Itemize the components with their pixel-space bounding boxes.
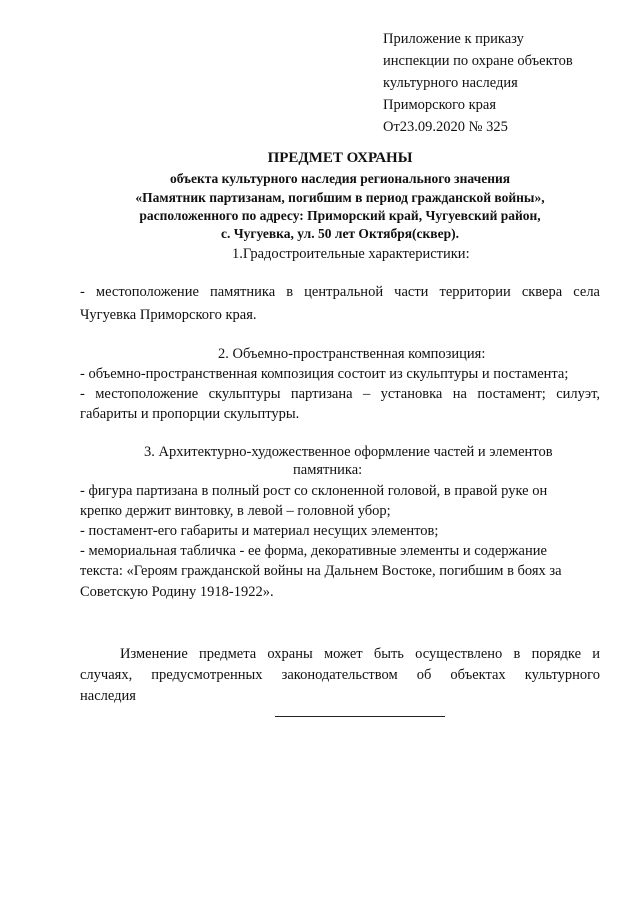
section3-line: текста: «Героям гражданской войны на Дальнем Востоке, погибшим в боях за — [80, 563, 562, 579]
appendix-line: Приложение к приказу — [383, 31, 524, 47]
section1-heading: 1.Градостроительные характеристики: — [232, 246, 470, 262]
section3-heading: 3. Архитектурно-художественное оформление частей и элементов — [144, 444, 553, 460]
section2-line: - объемно-пространственная композиция состоит из скульптуры и постамента; — [80, 366, 569, 382]
appendix-line: культурного наследия — [383, 75, 518, 91]
section1-line: - местоположение памятника в центральной части территории сквера села — [80, 284, 600, 300]
section2-heading: 2. Объемно-пространственная композиция: — [218, 346, 486, 362]
document-title: ПРЕДМЕТ ОХРАНЫ — [267, 150, 413, 166]
section3-line: Советскую Родину 1918-1922». — [80, 584, 274, 600]
section3-line: - мемориальная табличка - ее форма, декоративные элементы и содержание — [80, 543, 547, 559]
closing-line: Изменение предмета охраны может быть осуществлено в порядке и — [120, 646, 600, 662]
section3-line: крепко держит винтовку, в левой – головной убор; — [80, 503, 391, 519]
section2-line: - местоположение скульптуры партизана – установка на постамент; силуэт, — [80, 386, 600, 402]
closing-line: случаях, предусмотренных законодательством об объектах культурного — [80, 667, 600, 683]
title-subline: с. Чугуевка, ул. 50 лет Октября(сквер). — [221, 226, 459, 241]
section3-heading: памятника: — [293, 462, 363, 478]
end-divider — [275, 716, 445, 717]
title-subline: «Памятник партизанам, погибшим в период гражданской войны», — [135, 190, 545, 205]
title-subline: объекта культурного наследия регионального значения — [169, 171, 511, 186]
appendix-line: инспекции по охране объектов — [383, 53, 573, 69]
section3-line: - фигура партизана в полный рост со склоненной головой, в правой руке он — [80, 483, 548, 499]
section2-line: габариты и пропорции скульптуры. — [80, 406, 300, 422]
closing-line: наследия — [80, 688, 136, 704]
appendix-reference — [383, 28, 573, 138]
section3-line: - постамент-его габариты и материал несущих элементов; — [80, 523, 439, 539]
appendix-line: От23.09.2020 № 325 — [383, 119, 508, 135]
section1-line: Чугуевка Приморского края. — [80, 307, 257, 323]
appendix-line: Приморского края — [383, 97, 497, 113]
title-subline: расположенного по адресу: Приморский край, Чугуевский район, — [139, 208, 541, 223]
